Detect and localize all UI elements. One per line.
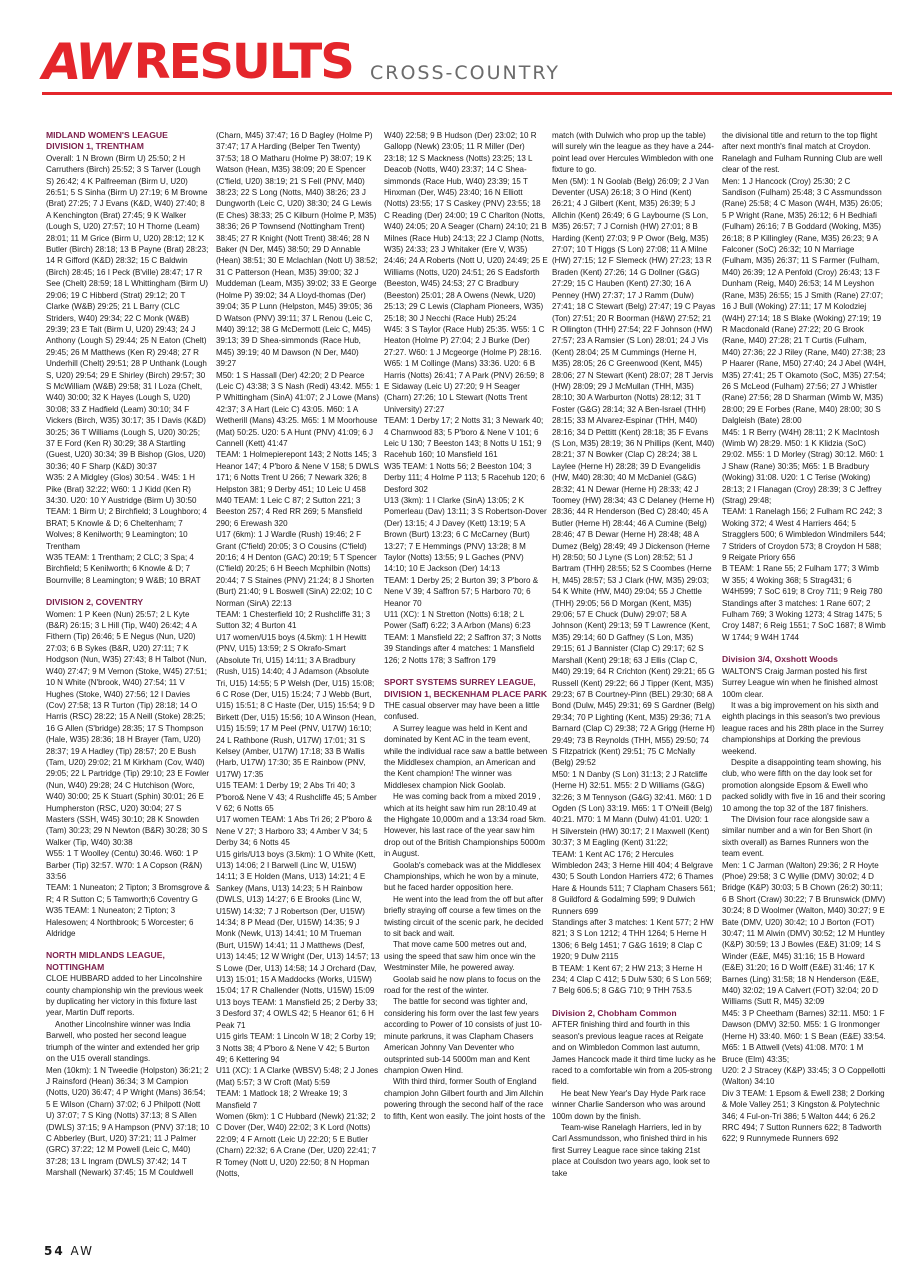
results-paragraph: Overall: 1 N Brown (Birm U) 25:50; 2 H Carruthers (Birch) 25:52; 3 S Tarver (Lough S) 26:42; 4 K Palfreeman (Birm U, U20) 26:51; 5 S Sinha (Birm U) 27:19; 6 M Browne (Brat) 27:25; 7 J Evans (K&D, W40) 27:40; 8 A Kenchington (Brat) 27:45; 9 K Walker (Lough S, U20) 27:57; 10 H Thorne (Leam) 28:01; 11 M Grice (Birm U, U20) 28:12; 12 K Butler (Birch) 28:18; 13 B Payne (Brat) 28:23; 14 R Gifford (K&D) 28:32; 15 C Baldwin (Birch) 28:45; 16 I Peck (B'ville) 28:47; 17 R See (Chelt) 28:59; 18 L Whittingham (Birm U) 29:06; 19 C Hibberd (Strat) 29:12; 20 T Clarke (W&B) 29:25; 21 L Barry (CLC Striders, W40) 29:34; 22 C Monk (W&B) 29:39; 23 E Tait (Birm U, U20) 29:43; 24 J Anthony (Lough S) 29:44; 25 N Eaton (Chelt) 29:45; 26 M Matthews (Ken R) 29:48; 27 R Underhill (Chelt) 29:51; 28 P Unthank (Lough S, U20) 29:54; 29 E Shirley (Birch) 29:57; 30 S McWilliam (W&B) 29:58; 31 I Loza (Chelt, W40) 30:00; 32 K Hayes (Lough S, U20) 30:08; 33 Z Hadfield (Leam) 30:10; 34 F Vickers (Birch, W35) 30:17; 35 I Davis (K&D) 30:25; 36 T Williams (Lough S, U20) 30:25; 37 E Ford (Ken R) 30:29; 38 A Startling (Guest, U20) 30:34; 39 B Bishop (Glos, U20) 30:36; 40 F Sharp (K&D) 30:37 <box>46 153 209 471</box>
results-paragraph: TEAM: 1 Ranelagh 156; 2 Fulham RC 242; 3 Woking 372; 4 West 4 Harriers 464; 5 Stragglers 500; 6 Wimbledon Windmilers 544; 7 Striders of Croydon 573; 8 Croydon H 588; 9 Reigate Priory 656 <box>722 507 886 563</box>
results-paragraph: U11 (XC): 1 A Clarke (WBSV) 5:48; 2 J Jones (Mat) 5:57; 3 W Croft (Mat) 5:59 <box>216 1066 379 1087</box>
results-paragraph: B TEAM: 1 Kent 67; 2 HW 213; 3 Herne H 234; 4 Clap C 412; 5 Dulw 530; 6 S Lon 569; 7 Belg 606.5; 8 G&G 710; 9 THH 753.5 <box>552 963 712 996</box>
division-heading: DIVISION 1, TRENTHAM <box>46 141 144 152</box>
results-paragraph: W40) 22:58; 9 B Hudson (Der) 23:02; 10 R Gallopp (Newk) 23:05; 11 R Miller (Der) 23:18; 12 S Mackness (Notts) 23:25; 13 L Deacob (Notts, W40) 23:37; 14 C Shea-simmonds (Race Hub, W40) 23:39; 15 T Hinxman (Der, W45) 23:40; 16 N Elliott (Notts) 23:55; 17 S Caskey (PNV) 23:55; 18 C Reading (Der) 24:00; 19 C Charlton (Notts, W40) 24:05; 20 A Seager (Charn) 24:10; 21 B Milnes (Race Hub) 24:13; 22 J Clamp (Notts, W35) 24:33; 23 J Whitaker (Ere V, W35) 24:46; 24 A Roberts (Nott U, U20) 24:49; 25 E Williams (Notts, U20) 24:51; 26 S Eadsforth (Beeston, W45) 24:53; 27 C Bradbury (Beeston) 25:01; 28 A Owens (Newk, U20) 25:13; 29 C Lewis (Clapham Pioneers, W35) 25:18; 30 J Necchi (Race Hub) 25:24 <box>384 131 548 323</box>
results-paragraph: Men (10km): 1 N Tweedie (Holpston) 36:21; 2 J Rainsford (Hean) 36:34; 3 M Campion (Notts, U20) 36:47; 4 P Wright (Mans) 36:54; 5 E Wilson (Charn) 37:02; 6 J Philpott (Nott U) 37:07; 7 S King (Notts) 37:13; 8 S Allen (DWLS) 37:15; 9 A Hampson (PNV) 37:18; 10 C Abberley (Burt, U20) 37:21; 11 J Palmer (GRC) 37:22; 12 M Powell (Leic C, M40) 37:28; 13 L Ingram (DWLS) 37:42; 14 T Marshall (Newark) 37:45; 15 M Couldwell <box>46 1065 210 1178</box>
results-paragraph: TEAM: 1 Kent AC 176; 2 Hercules Wimbledon 243; 3 Herne Hill 404; 4 Belgrave 430; 5 South London Harriers 472; 6 Thames Hare & Hounds 511; 7 Clapham Chasers 561; 8 Guildford & Godalming 599; 9 Dulwich Runners 699 <box>552 849 716 916</box>
results-paragraph: M45: 3 P Cheetham (Barnes) 32:11. M50: 1 F Dawson (DMV) 32:50. M55: 1 G Ironmonger (Herne H) 33:40. M60: 1 S Bean (E&E) 33:54. M65: 1 B Attwell (Vets) 41:08. M70: 1 M Bruce (Elm) 43:35; <box>722 1008 886 1064</box>
results-paragraph: W55: 1 T Woolley (Centu) 30:46. W60: 1 P Barber (Tip) 32:57. W70: 1 A Copson (R&N) 33:56 <box>46 849 203 881</box>
results-paragraph: Men: 1 C Jarman (Walton) 29:36; 2 R Hoyte (Phoe) 29:58; 3 C Wyllie (DMV) 30:02; 4 D Bridge (K&P) 30:03; 5 B Chown (26:2) 30:11; 6 B Short (Craw) 30:22; 7 B Brunswick (DMV) 30:24; 8 D Woolmer (Walton, M40) 30:27; 9 E Bate (DMV, U20) 30:42; 10 J Borton (FOT) 30:47; 11 M Alwin (DMV) 30:52; 12 M Huntley (K&P) 30:59; 13 J Bowles (E&E) 31:09; 14 S Winder (E&E, M45) 31:16; 15 B Howard (E&E) 31:20; 16 D Wolff (E&E) 31:46; 17 K Barnes (Ling) 31:58; 18 N Henderson (E&E, M40) 32:02; 19 A Calvert (FOT) 32:04; 20 D Williams (Sutt R, M45) 32:09 <box>722 860 886 1007</box>
report-paragraph: Team-wise Ranelagh Harriers, led in by Carl Assmundsson, who finished third in his first Surrey League race since taking 21st place at Coulsdon two years ago, look set to take <box>552 1122 710 1178</box>
results-paragraph: W45: 3 S Taylor (Race Hub) 25:35. W55: 1 C Heaton (Holme P) 27:04; 2 J Burke (Der) 27:27. W60: 1 J Mcgeorge (Holme P) 28:16. W65: 1 M Collinge (Mans) 33:36. U20: 6 B Harris (Notts) 26:41; 7 A Park (PNV) 26:59; 8 E Sidaway (Leic U) 27:20; 9 H Seager (Charn) 27:26; 10 L Stewart (Notts Trent University) 27:27 <box>384 324 545 414</box>
results-paragraph: U15 girls/U13 boys (3.5km): 1 O White (Kett, U13) 14:06; 2 I Barwell (Linc W, U15W) 14:11; 3 E Holden (Mans, U13) 14:21; 4 E Sankey (Mans, U13) 14:23; 5 H Rainbow (DWLS, U13) 14:27; 6 E Brooks (Linc W, U15W) 14:32; 7 J Robertson (Der, U15W) 14:34; 8 P Mead (Der, U15W) 14:35; 9 J Monk (Newk, U13) 14:41; 10 M Trueman (Burt, U15W) 14:41; 11 J Matthews (Desf, U13) 14:45; 12 W Wright (Der, U13) 14:57; 13 S Lowe (Der, U13) 14:58; 14 J Orchard (Dav, U13) 15:01; 15 A Maddocks (Works, U15W) 15:04; 17 R Challender (Notts, U15W) 15:09 <box>216 849 380 996</box>
results-paragraph: M45: 1 R Berry (W4H) 28:11; 2 K MacIntosh (Wimb W) 28:29. M50: 1 K Klidzia (SoC) 29:02. M55: 1 D Morley (Strag) 30:12. M60: 1 J Shaw (Rane) 30:35; M65: 1 B Bradbury (Woking) 31:08. U20: 1 C Terise (Woking) 28:13; 2 I Flanagan (Croy) 28:39; 3 C Jeffrey (Strag) 29:48; <box>722 427 884 505</box>
results-paragraph: U17 women TEAM: 1 Abs Tri 26; 2 P'boro & Nene V 27; 3 Harboro 33; 4 Amber V 34; 5 Derby 34; 6 Notts 45 <box>216 815 373 848</box>
division-heading: DIVISION 2, COVENTRY <box>46 597 144 608</box>
page-footer <box>44 1244 94 1258</box>
results-paragraph: B TEAM: 1 Rane 55; 2 Fulham 177; 3 Wimb W 355; 4 Woking 368; 5 Strag431; 6 W4H599; 7 SoC 619; 8 Croy 711; 9 Reig 780 <box>722 564 883 597</box>
results-paragraph: M50: 1 S Hassall (Der) 42:20; 2 D Pearce (Leic C) 43:38; 3 S Nash (Redi) 43:42. M55: 1 P Whittingham (SinA) 41:07; 2 J Lowe (Mans) 42:37; 3 A Hart (Leic C) 43:05. M60: 1 A Wetherill (Mans) 43:25. M65: 1 M Moorhouse (Mat) 50:25. U20: 5 A Hunt (PNV) 41:09; 6 J Cannell (Kett) 41:47 <box>216 370 380 448</box>
results-paragraph: M50: 1 N Danby (S Lon) 31:13; 2 J Ratcliffe (Herne H) 32:51. M55: 2 D Williams (G&G) 32:26; 3 M Tennyson (G&G) 32:41. M60: 1 D Ogden (S Lon) 33:19. M65: 1 T O'Neill (Belg) 40:21. M70: 1 M Mann (Dulw) 41:01. U20: 1 H Silverstein (HW) 30:17; 2 I Maxwell (Kent) 30:37; 3 M Eagling (Kent) 31:22; <box>552 769 713 848</box>
report-paragraph: Goolab said he now plans to focus on the road for the rest of the winter. <box>384 974 541 996</box>
report-paragraph: With third third, former South of England champion John Gilbert fourth and Jim Allchin powering through the second half of the race to fifth, Kent won easily. The joint hosts of the <box>384 1077 546 1121</box>
results-paragraph: (Charn, M45) 37:47; 16 D Bagley (Holme P) 37:47; 17 A Harding (Belper Ten Twenty) 37:53; 18 O Matharu (Holme P) 38:07; 19 K Watson (Hean, M35) 38:09; 20 E Spencer (C'field, U20) 38:19; 21 S Fell (PNV, M40) 38:23; 22 S Long (Notts, M40) 38:26; 23 J Dungworth (Leic C, U20) 38:30; 24 G Lewis (E Ches) 38:33; 25 C Kilburn (Holme P, M35) 38:36; 26 P Townsend (Nottingham Trent) 38:45; 27 R Knight (Nott Trent) 38:46; 28 N Baker (N Der, M45) 38:50; 29 D Annable (Hean) 38:51; 30 E Mclachlan (Nott U) 38:52; 31 C Patterson (Hean, M35) 39:00; 32 J Muddeman (Leam, M35) 39:02; 33 E George (Holme P) 39:02; 34 A Lloyd-thomas (Der) 39:04; 35 P Lunn (Helpston, M45) 39:05; 36 D Watson (PNV) 39:11; 37 L Renou (Leic C, M40) 39:12; 38 G McDermott (Leic C, M45) 39:13; 39 D Shea-simmonds (Race Hub, M45) 39:19; 40 M Dawson (N Der, M40) 39:27 <box>216 131 378 369</box>
report-paragraph: He went into the lead from the off but after briefly straying off course a few times on the twisting circuit of the scenic park, he decided to sit back and wait. <box>384 894 544 939</box>
results-paragraph: U17 women/U15 boys (4.5km): 1 H Hewitt (PNV, U15) 13:59; 2 S Okrafo-Smart (Absolute Tri, U15) 14:11; 3 A Bradbury (Rush, U15) 14:40; 4 J Adamson (Absolute Tri, U15) 14:55; 5 P Welsh (Der, U15) 15:08; 6 C Rose (Der, U15) 15:24; 7 J Webb (Burt, U15) 15:51; 8 C Haste (Der, U15) 15:54; 9 D Birkett (Der, U15) 15:56; 10 A Winson (Hean, U15) 15:59; 17 M Peel (PNV, U17W) 16:10; 24 L Rathbone (Rush, U17W) 17:01; 31 S Kelsey (Amber, U17W) 17:18; 33 B Wallis (Harb, U17W) 17:30; 35 E Rainbow (PNV, U17W) 17:35 <box>216 632 377 779</box>
division-heading: Division 2, Chobham Common <box>552 1007 677 1018</box>
results-paragraph: TEAM: 1 Mansfield 22; 2 Saffron 37; 3 Notts 39 Standings after 4 matches: 1 Mansfield 126; 2 Notts 178; 3 Saffron 179 <box>384 632 542 665</box>
page-header <box>0 0 915 110</box>
results-paragraph: Div 3 TEAM: 1 Epsom & Ewell 238; 2 Dorking & Mole Valley 251; 3 Kingston & Polytechnic 346; 4 Ful-on-Tri 386; 5 Walton 444; 6 26.2 RRC 494; 7 Sutton Runners 622; 8 Tadworth 622; 9 Runnymede Runners 692 <box>722 1088 885 1144</box>
report-paragraph: the divisional title and return to the top flight after next month's final match at Croydon. Ranelagh and Fulham Running Club are well clear of the rest. <box>722 131 883 175</box>
report-paragraph: He was coming back from a mixed 2019 , which at its height saw him run 28:10.49 at the Highgate 10,000m and a 13:34 road 5km. However, his last race of the year saw him drop out of the British Championships 5000m in August. <box>384 792 546 859</box>
magazine-name: AW <box>70 1244 94 1258</box>
results-paragraph: W35 TEAM: 1 Notts 56; 2 Beeston 104; 3 Derby 111; 4 Holme P 113; 5 Racehub 120; 6 Desford 302 <box>384 461 545 494</box>
column-2 <box>216 130 380 1179</box>
report-paragraph: The Division four race alongside saw a similar number and a win for Ben Short (in sixth overall) as Barnes Runners won the team event. <box>722 814 873 859</box>
report-paragraph: It was a big improvement on his sixth and eighth placings in this season's two previous league races and his 28th place in the Surrey championships at Dorking the previous weekend. <box>722 700 884 756</box>
column-1 <box>46 130 210 1179</box>
results-paragraph: Women (6km): 1 C Hubbard (Newk) 21:32; 2 C Dover (Der, W40) 22:02; 3 K Lord (Notts) 22:09; 4 F Arnott (Leic U) 22:20; 5 E Butler (Charn) 22:32; 6 A Crane (Der, U20) 22:41; 7 R Tomey (Nott U, U20) 22:50; 8 N Hopman (Notts, <box>216 1111 377 1178</box>
results-paragraph: TEAM: 1 Matlock 18; 2 Wreake 19; 3 Mansfield 7 <box>216 1089 348 1110</box>
league-heading: NORTH MIDLANDS LEAGUE, NOTTINGHAM <box>46 950 165 972</box>
results-paragraph: TEAM: 1 Chesterfield 10; 2 Rushcliffe 31; 3 Sutton 32; 4 Burton 41 <box>216 610 371 631</box>
results-paragraph: Standings after 3 matches: 1 Rane 607; 2 Fulham 769; 3 Woking 1273; 4 Strag 1475; 5 Croy 1487; 6 Reig 1551; 7 SoC 1687; 8 Wimb W 1744; 9 W4H 1744 <box>722 598 886 642</box>
results-paragraph: U15 TEAM: 1 Derby 19; 2 Abs Tri 40; 3 P'boro& Nene V 43; 4 Rushcliffe 45; 5 Amber V 62; 6 Notts 65 <box>216 781 377 813</box>
report-paragraph: match (with Dulwich who prop up the table) will surely win the league as they have a 244-point lead over Hercules Wimbledon with one fixture to go. <box>552 131 714 175</box>
column-4 <box>552 130 716 1179</box>
report-paragraph: CLOE HUBBARD added to her Lincolnshire county championship win the previous week by duplicating her victory in this fixture last year, Martin Duff reports. <box>46 974 204 1018</box>
results-paragraph: TEAM: 1 Birm U; 2 Birchfield; 3 Loughboro; 4 BRAT; 5 Knowle & D; 6 Cheltenham; 7 Wolves; 8 Kenilworth; 9 Leamington; 10 Trentham <box>46 507 208 551</box>
results-paragraph: TEAM: 1 Nuneaton; 2 Tipton; 3 Bromsgrove & R; 4 R Sutton C; 5 Tamworth;6 Coventry G <box>46 883 210 904</box>
report-paragraph: WALTON'S Craig Jarman posted his first Surrey League win when he finished almost 100m clear. <box>722 666 878 699</box>
report-paragraph: That move came 500 metres out and, using the speed that saw him once win the Westminster Mile, he powered away. <box>384 940 536 973</box>
league-heading: SPORT SYSTEMS SURREY LEAGUE, DIVISION 1, BECKENHAM PLACE PARK <box>384 677 548 699</box>
report-paragraph: THE casual observer may have been a little confused. <box>384 700 540 722</box>
aw-results-logo <box>36 33 353 91</box>
results-paragraph: M40 TEAM: 1 Leic C 87; 2 Sutton 221; 3 Beeston 257; 4 Red RR 269; 5 Mansfield 290; 6 Erewash 320 <box>216 496 363 528</box>
column-5 <box>722 130 886 1145</box>
section-title: CROSS-COUNTRY <box>370 62 560 84</box>
results-title: RESULTS <box>133 34 353 90</box>
results-paragraph: TEAM: 1 Derby 25; 2 Burton 39; 3 P'boro & Nene V 39; 4 Saffron 57; 5 Harboro 70; 6 Heanor 70 <box>384 575 539 608</box>
results-paragraph: U20: 2 J Stracey (K&P) 33:45; 3 O Coppellotti (Walton) 34:10 <box>722 1065 886 1087</box>
results-paragraph: Men (5M): 1 N Goolab (Belg) 26:09; 2 J Van Deventer (USA) 26:18; 3 O Hind (Kent) 26:21; 4 J Gilbert (Kent, M35) 26:39; 5 J Allchin (Kent) 26:49; 6 G Laybourne (S Lon, M35) 26:57; 7 J Cornish (HW) 27:01; 8 B Harding (Kent) 27:03; 9 P Owor (Belg, M35) 27:07; 10 T Higgs (S Lon) 27:08; 11 A Milne (HW) 27:15; 12 F Slemeck (HW) 27:23; 13 R Braden (Kent) 27:26; 14 G Dollner (G&G) 27:29; 15 C Hauben (Kent) 27:30; 16 A Penney (HW) 27:37; 17 J Ramm (Dulw) 27:41; 18 C Stewart (Belg) 27:47; 19 C Payas (Ton) 27:51; 20 R Boorman (H&W) 27:52; 21 R Ollington (THH) 27:54; 22 F Johnson (HW) 27:57; 23 A Ramsier (S Lon) 28:01; 24 J Vis (Kent) 28:04; 25 M Cummings (Herne H, M35) 28:05; 26 C Greenwood (Kent, M45) 28:06; 27 N Stewart (Kent) 28:07; 28 T Jervis (HW) 28:09; 29 J McMullan (THH, M35) 28:10; 30 A Warburton (Notts) 28:12; 31 T Foster (G&G) 28:14; 32 A Ben-Israel (THH) 28:15; 33 M Alvarez-Espinar (THH, M40) 28:16; 34 D Pettitt (Kent) 28:18; 35 F Evans (S Lon, M35) 28:19; 36 N Phillips (Kent, M40) 28:21; 37 N Bowker (Clap C) 28:24; 38 L Laylee (Herne H) 28:28; 39 D Evangelidis (HW, M40) 28:30; 40 M McDaniel (G&G) 28:32; 41 N Dewar (Herne H) 28:33; 42 J Toomey (HW) 28:34; 43 C Delaney (Herne H) 28:36; 44 R Henderson (Bed C) 28:40; 45 A Butler (Herne H) 28:44; 46 A Cumine (Belg) 28:46; 47 B Dewar (Herne H) 28:48; 48 A Dumez (Belg) 28:49; 49 J Dickenson (Herne H) 28:50; 50 J Lyne (S Lon) 28:52; 51 J Bartram (THH) 28:55; 52 S Coombes (Herne H, M45) 28:57; 53 J Clark (HW, M35) 29:03; 54 K White (HW, M40) 29:04; 55 J Chettle (THH) 29:05; 56 D Morgan (Kent, M35) 29:06; 57 E Chuck (Dulw) 29:07; 58 A Johnson (Kent) 29:13; 59 T Lawrence (Kent, M35) 29:14; 60 D Gaffney (S Lon, M35) 29:15; 61 J Bannister (Clap C) 29:17; 62 S Marshall (Kent) 29:18; 63 J Ellis (Clap C, M40) 29:19; 64 R Crichton (Kent) 29:21; 65 G Russell (Kent) 29:22; 66 J Tipper (Kent, M35) 29:23; 67 B Courtney-Pinn (BEL) 29:30; 68 A Bond (Dulw, M45) 29:31; 69 S Gardner (Belg) 29:34; 70 P Lighting (Kent, M35) 29:36; 71 A Barnard (Clap C) 29:38; 72 A Grigg (Herne H) 29:49; 73 B Reynolds (THH, M55) 29:50; 74 S Fitzpatrick (Kent) 29:51; 75 C McNally (Belg) 29:52 <box>552 176 716 768</box>
report-paragraph: AFTER finishing third and fourth in this season's previous league races at Reigate and on Wimbledon Common last autumn, James Hancock made it third time lucky as he raced to a comfortable win from a 205-strong field. <box>552 1020 716 1087</box>
page-number: 54 <box>44 1244 65 1258</box>
results-paragraph: W35: 2 A Midgley (Glos) 30:54 . W45: 1 H Pike (Brat) 32:22; W60: 1 J Kidd (Ken R) 34:30. U20: 10 Y Austridge (Birm U) 30:50 <box>46 473 197 505</box>
results-paragraph: W35 TEAM: 1 Nuneaton; 2 Tipton; 3 Halesowen; 4 Northbrook; 5 Worcester; 6 Aldridge <box>46 906 194 939</box>
report-paragraph: Despite a disappointing team showing, his club, who were fifth on the day look set for promotion alongside Epsom & Ewell who packed solidly with five in 16 and their scoring 10 among the top 32 of the 187 finishers. <box>722 757 886 813</box>
results-paragraph: U11 (XC): 1 N Stretton (Notts) 6:18; 2 L Power (Saff) 6:22; 3 A Arbon (Mans) 6:23 <box>384 610 531 631</box>
division-heading: Division 3/4, Oxshott Woods <box>722 654 838 665</box>
results-paragraph: U15 girls TEAM: 1 Lincoln W 18; 2 Corby 19; 3 Notts 38; 4 P'boro & Nene V 42; 5 Burton 49; 6 Kettering 94 <box>216 1032 376 1064</box>
report-paragraph: A Surrey league was held in Kent and dominated by Kent AC in the team event, while the individual race saw a battle between the Middlesex champion, an American and the Kent champion! The winner was Middlesex champion Nick Goolab. <box>384 723 548 790</box>
results-paragraph: U13 boys TEAM: 1 Mansfield 25; 2 Derby 33; 3 Desford 37; 4 OWLS 42; 5 Heanor 61; 6 H Peak 71 <box>216 997 378 1030</box>
aw-logo: AW <box>36 33 133 91</box>
league-heading: MIDLAND WOMEN'S LEAGUE <box>46 130 168 140</box>
column-3 <box>384 130 548 1122</box>
results-paragraph: W35 TEAM: 1 Trentham; 2 CLC; 3 Spa; 4 Birchfield; 5 Kenilworth; 6 Knowle & D; 7 Bournville; 8 Leamington; 9 W&B; 10 BRAT <box>46 553 201 585</box>
results-paragraph: Women: 1 P Keen (Nun) 25:57; 2 L Kyte (B&R) 26:15; 3 L Hill (Tip, W40) 26:42; 4 A Fithern (Tip) 26:46; 5 E Negus (Nun, U20) 27:03; 6 B Sykes (B&R, U20) 27:11; 7 K Hodgson (Nun, W35) 27:43; 8 H Talbot (Nun, W40) 27:47; 9 M Vernon (Stoke, W45) 27:51; 10 N White (N'brook, W40) 27:54; 11 V Hughes (Stoke, W40) 27:56; 12 I Davies (Cov) 27:58; 13 R Turton (Tip) 28:18; 14 O Harris (RSC) 28:22; 15 A Neill (Stoke) 28:25; 16 G Allen (S'bridge) 28:35; 17 S Thompson (Hale, W35) 28:36; 18 H Brayer (Tam, U20) 28:37; 19 A Hadley (Tip) 28:57; 20 E Bush (Tam, U20) 29:02; 21 M Kirkham (Cov, W40) 29:05; 22 L Partridge (Tip) 29:10; 23 E Fowler (Nun, W40) 29:28; 24 C Hutchison (Worc, W40) 30:00; 25 K Stuart (Sphin) 30:01; 26 E Humpherston (RSC, U20) 30:04; 27 S Masters (SSH, W45) 30:10; 28 K Snowden (Tam) 30:23; 29 N Newton (B&R) 30:28; 30 S Walker (Tip, W40) 30:38 <box>46 609 210 847</box>
report-paragraph: Another Lincolnshire winner was India Barwell, who posted her second league triumph of the winter and extended her grip on the U15 overall standings. <box>46 1019 200 1064</box>
report-paragraph: He beat New Year's Day Hyde Park race winner Charlie Sanderson who was around 100m down by the finish. <box>552 1088 706 1121</box>
results-paragraph: Men: 1 J Hancock (Croy) 25:30; 2 C Sandison (Fulham) 25:48; 3 C Assmundsson (Rane) 25:58; 4 C Mason (W4H, M35) 26:05; 5 P Wright (Rane, M35) 26:12; 6 H Bedhiafi (Fulham) 26:16; 7 B Goddard (Woking, M35) 26:18; 8 P Killingley (Rane, M35) 26:23; 9 A Falconer (SoC) 26:32; 10 N Marriage (Fulham, M35) 26:37; 11 S Farmer (Fulham, M40) 26:39; 12 A Penfold (Croy) 26:43; 13 F Dunham (Reig, M40) 26:53; 14 M Leyshon (Rane, M35) 26:55; 15 J Smith (Rane) 27:07; 16 J Bull (Woking) 27:11; 17 M Kolodziej (W4H) 27:14; 18 S Blake (Woking) 27:19; 19 R Macdonald (Rane) 27:22; 20 G Brook (Rane, M40) 27:28; 21 T Curtis (Fulham, M40) 27:36; 22 J Riley (Rane, M40) 27:38; 23 P Haarer (Rane, M50) 27:40; 24 J Abel (W4H, M35) 27:41; 25 T Okamoto (SoC, M35) 27:54; 26 S McLeod (Fulham) 27:56; 27 J Whistler (Rane) 27:56; 28 D Sharman (Wimb W, M35) 28:00; 29 E Forbes (Rane, M40) 28:00; 30 S Dalgleish (Bate) 28:00 <box>722 176 886 426</box>
report-paragraph: The battle for second was tighter and, considering his form over the last few years according to Power of 10 consists of just 10-minute parkruns, it was Clapham Chasers American Johnny Van Deventer who outsprinted sub-14 5000m man and Kent champion Owen Hind. <box>384 997 542 1075</box>
results-paragraph: TEAM: 1 Holmepierepont 143; 2 Notts 145; 3 Heanor 147; 4 P'boro & Nene V 158; 5 DWLS 171; 6 Notts Trent U 266; 7 Newark 326; 8 Helpston 381; 9 Derby 451; 10 Leic U 458 <box>216 450 380 494</box>
report-paragraph: Goolab's comeback was at the Middlesex Championships, which he won by a minute, but he faced harder opposition here. <box>384 860 541 893</box>
results-paragraph: U13 (3km): 1 I Clarke (SinA) 13:05; 2 K Pomerleau (Dav) 13:11; 3 S Robertson-Dover (Der) 13:15; 4 J Davey (Kett) 13:19; 5 A Brown (Burt) 13:23; 6 C McCarney (Burt) 13:27; 7 E Hemmings (PNV) 13:28; 8 M Taylor (Notts) 13:55; 9 L Gaches (PNV) 14:10; 10 E Jackson (Der) 14:13 <box>384 496 547 574</box>
results-paragraph: Standings after 3 matches: 1 Kent 577; 2 HW 821; 3 S Lon 1212; 4 THH 1264; 5 Herne H 1306; 6 Belg 1451; 7 G&G 1619; 8 Clap C 1920; 9 Dulw 2115 <box>552 918 714 962</box>
header-rule <box>42 92 892 95</box>
results-paragraph: TEAM: 1 Derby 17; 2 Notts 31; 3 Newark 40; 4 Charnwood 83; 5 P'boro & Nene V 101; 6 Leic U 130; 7 Beeston 143; 8 Notts U 151; 9 Racehub 160; 10 Mansfield 161 <box>384 416 544 460</box>
results-paragraph: U17 (6km): 1 J Wardle (Rush) 19:46; 2 F Grant (C'field) 20:05; 3 O Cousins (C'field) 20:16; 4 H Denton (GAC) 20:19; 5 T Spencer (C'field) 20:25; 6 H Beech Mcphilbin (Notts) 20:44; 7 S Staines (PNV) 21:24; 8 J Shorten (Burt) 21:40; 9 L Boswell (SinA) 22:02; 10 C Norman (SinA) 22:13 <box>216 530 377 608</box>
